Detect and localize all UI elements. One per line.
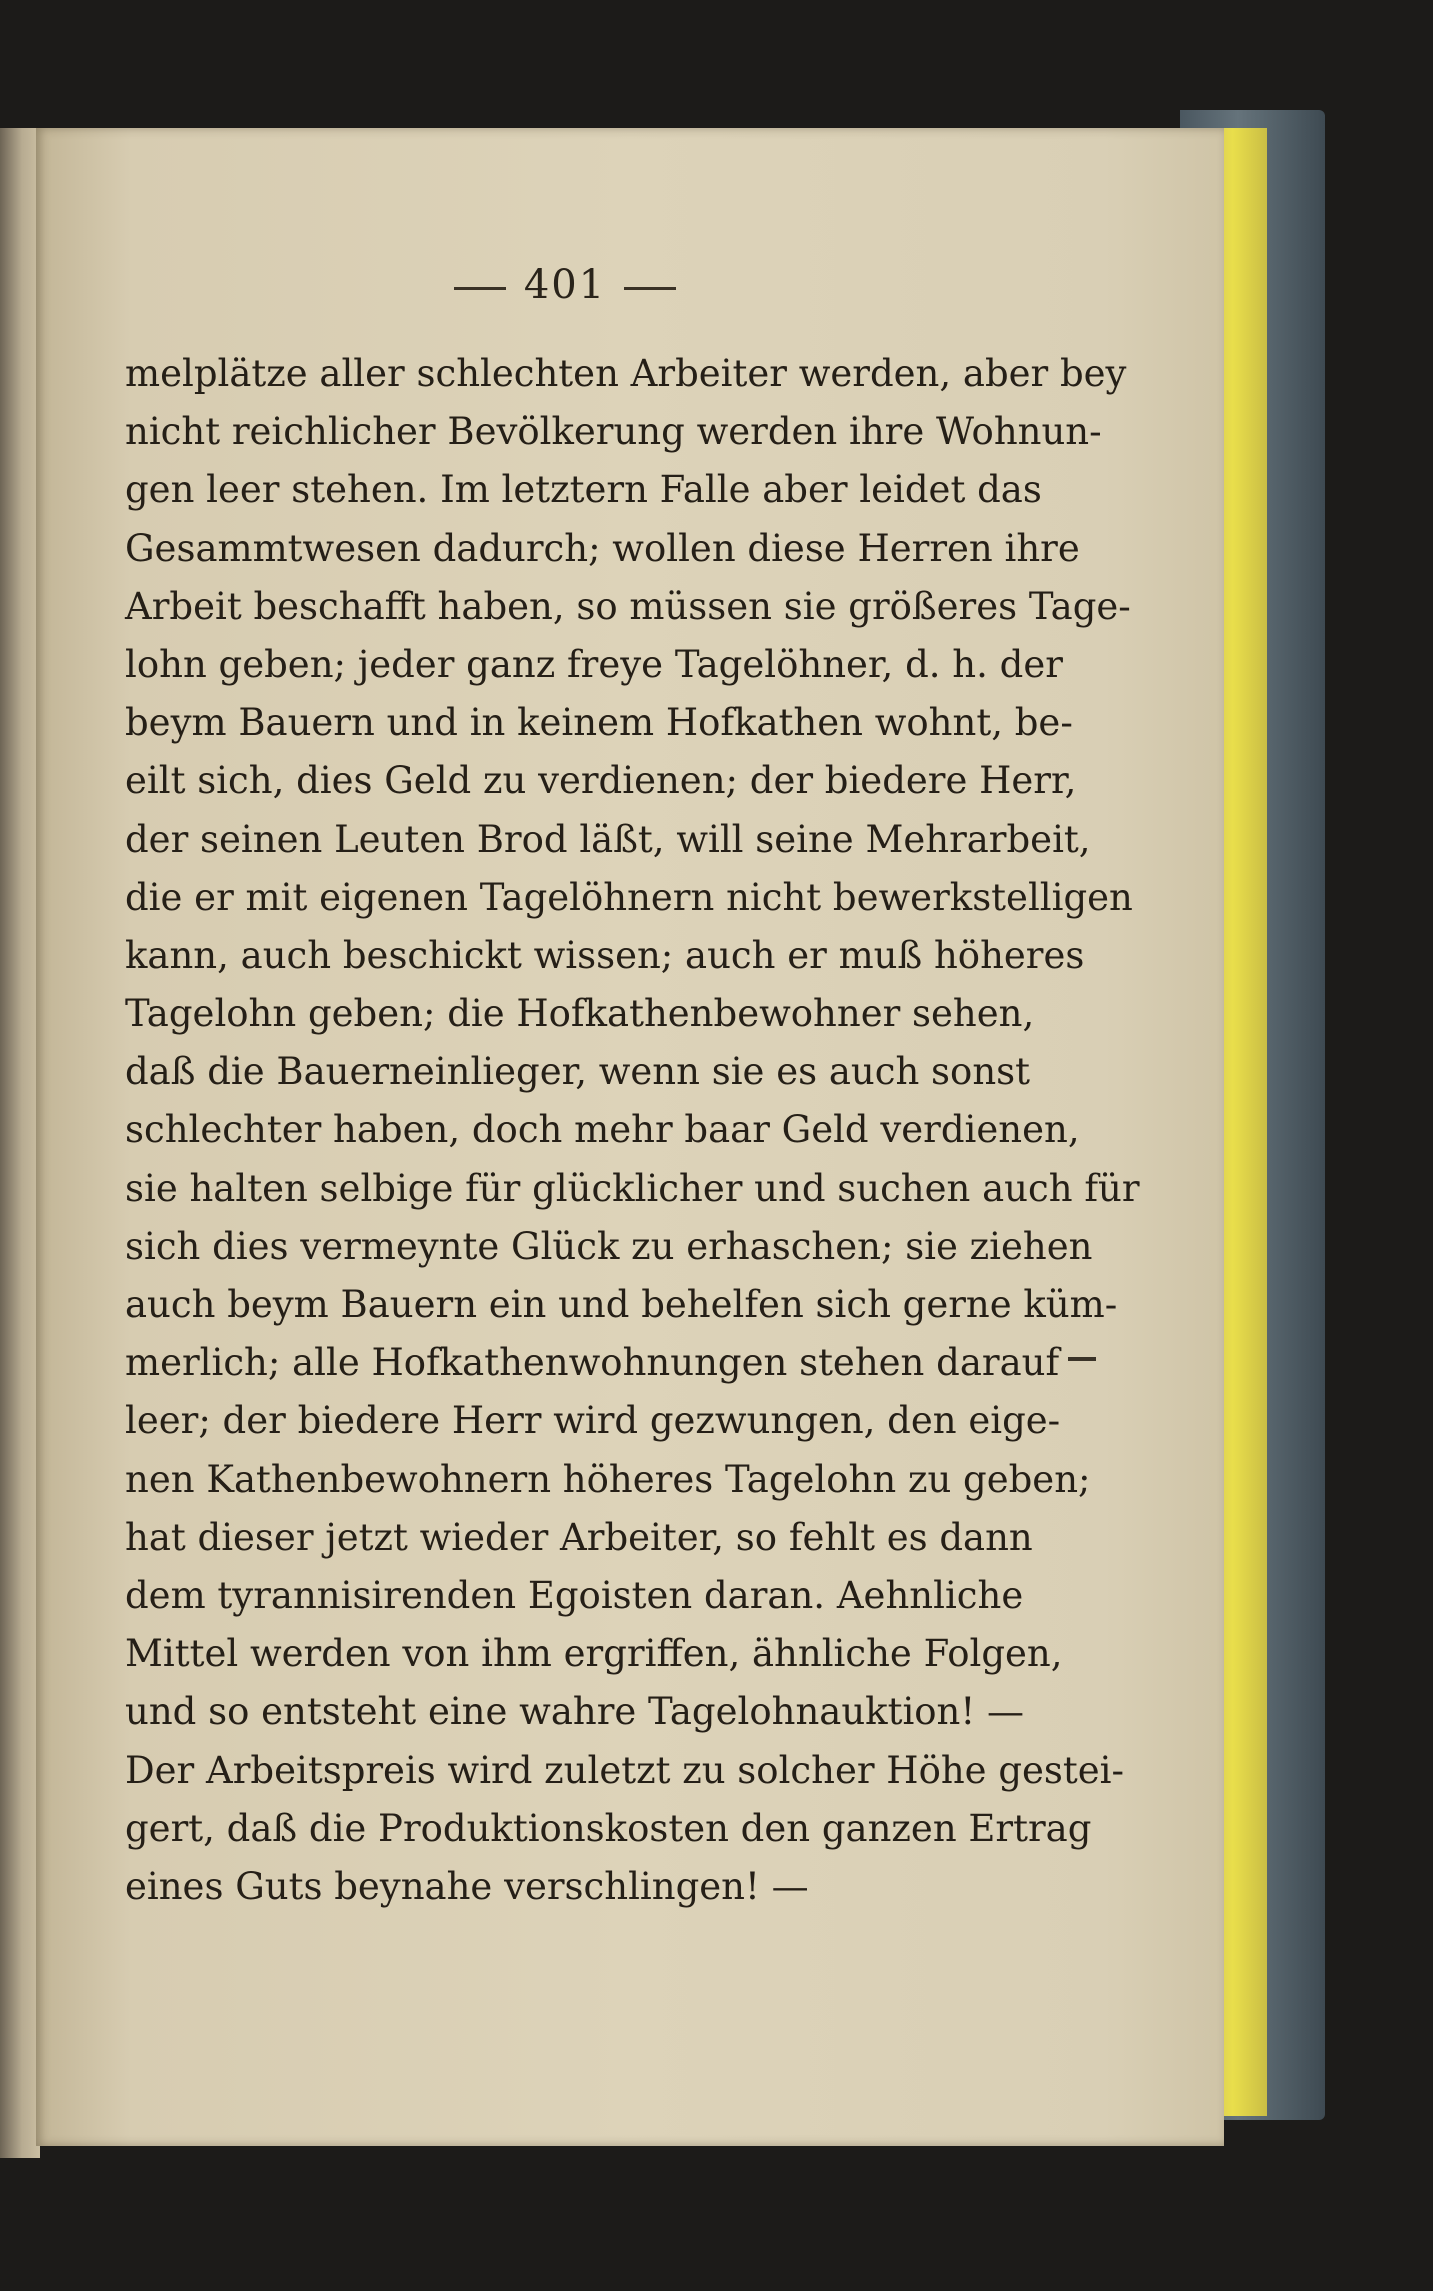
text-line: daß die Bauerneinlieger, wenn sie es auch sonst <box>125 1050 1031 1094</box>
previous-page-edge <box>0 128 40 2158</box>
text-line: melplätze aller schlechten Arbeiter werden, aber bey <box>125 352 1127 395</box>
text-line: sich dies vermeynte Glück zu erhaschen; sie ziehen <box>125 1224 1093 1268</box>
text-line: und so entsteht eine wahre Tagelohnauktion! — <box>125 1690 1025 1734</box>
text-line: nen Kathenbewohnern höheres Tagelohn zu geben; <box>125 1457 1091 1501</box>
text-line: gen leer stehen. Im letztern Falle aber leidet das <box>125 468 1042 512</box>
text-line: dem tyrannisirenden Egoisten daran. Aehnliche <box>125 1573 1024 1617</box>
text-line: kann, auch beschickt wissen; auch er muß höheres <box>125 933 1085 977</box>
body-text <box>125 345 1140 1916</box>
text-line: hat dieser jetzt wieder Arbeiter, so fehlt es dann <box>125 1515 1033 1559</box>
text-line: auch beym Bauern ein und behelfen sich gerne küm- <box>125 1283 1118 1326</box>
text-line: Der Arbeitspreis wird zuletzt zu solcher Höhe gestei- <box>125 1748 1124 1792</box>
text-line: nicht reichlicher Bevölkerung werden ihre Wohnun- <box>125 410 1102 454</box>
text-line: beym Bauern und in keinem Hofkathen wohnt, be- <box>125 701 1073 745</box>
margin-mark <box>1068 1357 1096 1361</box>
text-line: die er mit eigenen Tagelöhnern nicht bewerkstelligen <box>125 875 1133 919</box>
text-line: gert, daß die Produktionskosten den ganzen Ertrag <box>125 1806 1092 1850</box>
text-line: Tagelohn geben; die Hofkathenbewohner sehen, <box>125 992 1035 1036</box>
page-number-header <box>420 262 710 308</box>
text-line: Arbeit beschafft haben, so müssen sie größeres Tage- <box>125 584 1131 628</box>
header-dash-left <box>454 287 506 290</box>
text-line: eines Guts beynahe verschlingen! — <box>125 1864 809 1908</box>
text-line: leer; der biedere Herr wird gezwungen, den eige- <box>125 1399 1061 1443</box>
text-line: sie halten selbige für glücklicher und suchen auch für <box>125 1166 1140 1210</box>
text-line: Gesammtwesen dadurch; wollen diese Herren ihre <box>125 526 1080 570</box>
text-line: schlechter haben, doch mehr baar Geld verdienen, <box>125 1108 1080 1152</box>
text-line: lohn geben; jeder ganz freye Tagelöhner, d. h. der <box>125 642 1063 686</box>
text-line: eilt sich, dies Geld zu verdienen; der biedere Herr, <box>125 759 1077 803</box>
page-number: 401 <box>523 262 607 308</box>
text-line: merlich; alle Hofkathenwohnungen stehen darauf <box>125 1341 1060 1385</box>
header-dash-right <box>624 287 676 290</box>
text-line: Mittel werden von ihm ergriffen, ähnliche Folgen, <box>125 1632 1063 1676</box>
text-line: der seinen Leuten Brod läßt, will seine Mehrarbeit, <box>125 817 1091 861</box>
